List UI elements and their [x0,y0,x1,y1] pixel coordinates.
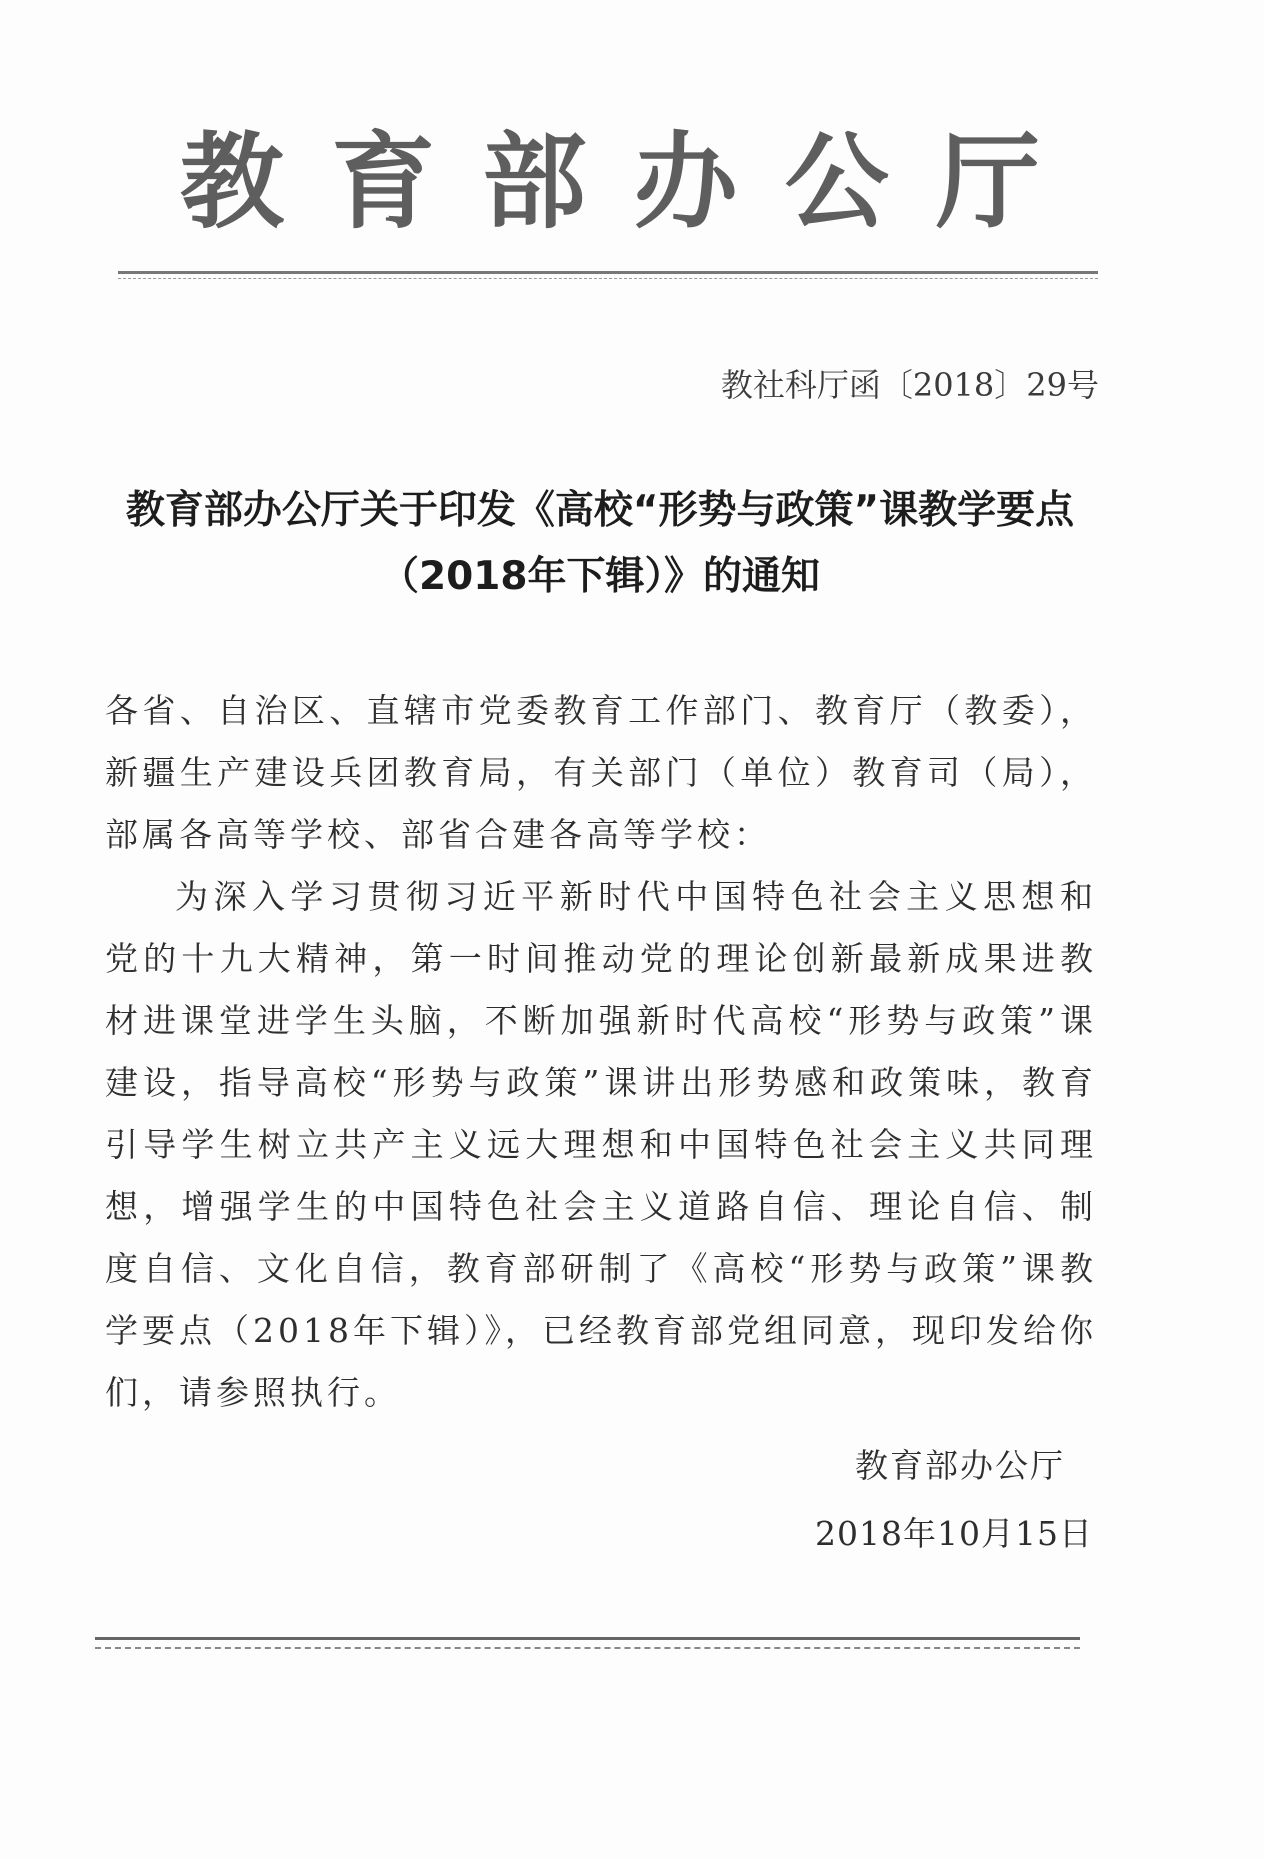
issuer-char: 教 [180,120,285,243]
document-title [100,478,1100,610]
issuer-char: 办 [633,120,738,243]
header-divider-dashed [118,278,1098,279]
issuer-char: 部 [482,120,587,243]
document-number: 教社科厅函〔2018〕29号 [720,366,1099,404]
issuer-char: 公 [784,120,889,243]
issuer-header [180,122,1040,242]
issuer-char: 育 [331,120,436,243]
recipients-paragraph: 各省、自治区、直辖市党委教育工作部门、教育厅（教委），新疆生产建设兵团教育局，有关部门（单位）教育司（局），部属各高等学校、部省合建各高等学校： [105,691,1097,854]
title-line-2: （2018年下辑）》的通知 [379,554,821,599]
footer-divider [95,1637,1080,1640]
document-body [105,680,1097,1424]
issuer-char: 厅 [935,120,1040,243]
title-line-1: 教育部办公厅关于印发《高校“形势与政策”课教学要点 [125,488,1075,533]
main-paragraph: 为深入学习贯彻习近平新时代中国特色社会主义思想和党的十九大精神，第一时间推动党的理论创新最新成果进教材进课堂进学生头脑，不断加强新时代高校“形势与政策”课建设，指导高校“形势与政策”课讲出形势感和政策味，教育引导学生树立共产主义远大理想和中国特色社会主义共同理想，增强学生的中国特色社会主义道路自信、理论自信、制度自信、文化自信，教育部研制了《高校“形势与政策”课教学要点（2018年下辑）》，已经教育部党组同意，现印发给你们，请参照执行。 [105,877,1097,1412]
signature-organization: 教育部办公厅 [855,1446,1065,1485]
header-divider [118,271,1098,274]
signature-date: 2018年10月15日 [815,1514,1093,1553]
footer-divider-dashed [95,1647,1080,1649]
